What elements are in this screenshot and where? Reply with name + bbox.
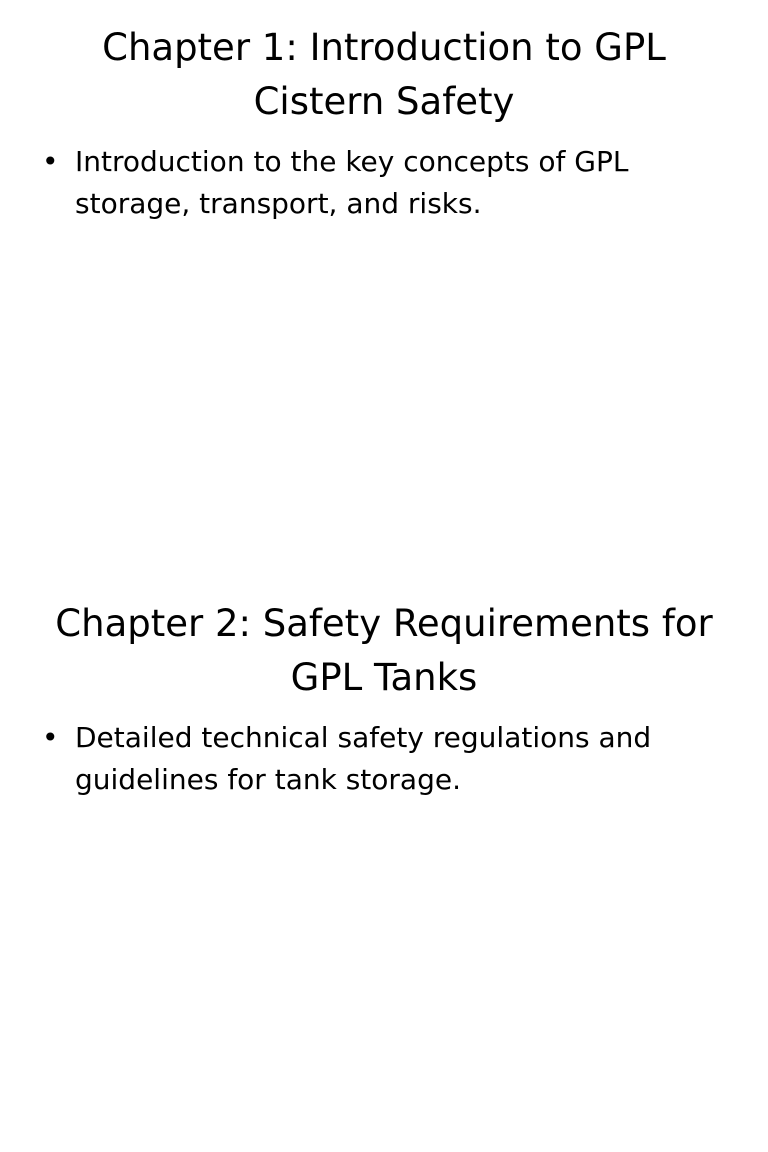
bullet-item: [38, 141, 688, 225]
bullet-list: [38, 141, 688, 225]
slide-title: Chapter 1: Introduction to GPL Cistern Safety: [102, 26, 666, 123]
bullet-item: [38, 717, 688, 801]
slide-chapter-2: [0, 576, 768, 1152]
bullet-text: Introduction to the key concepts of GPL storage, transport, and risks.: [75, 145, 629, 220]
bullet-icon: •: [42, 145, 59, 178]
bullet-text: Detailed technical safety regulations and guidelines for tank storage.: [75, 721, 652, 796]
bullet-icon: •: [42, 721, 59, 754]
slide-title: Chapter 2: Safety Requirements for GPL Tanks: [55, 602, 713, 699]
bullet-list: [38, 717, 688, 801]
